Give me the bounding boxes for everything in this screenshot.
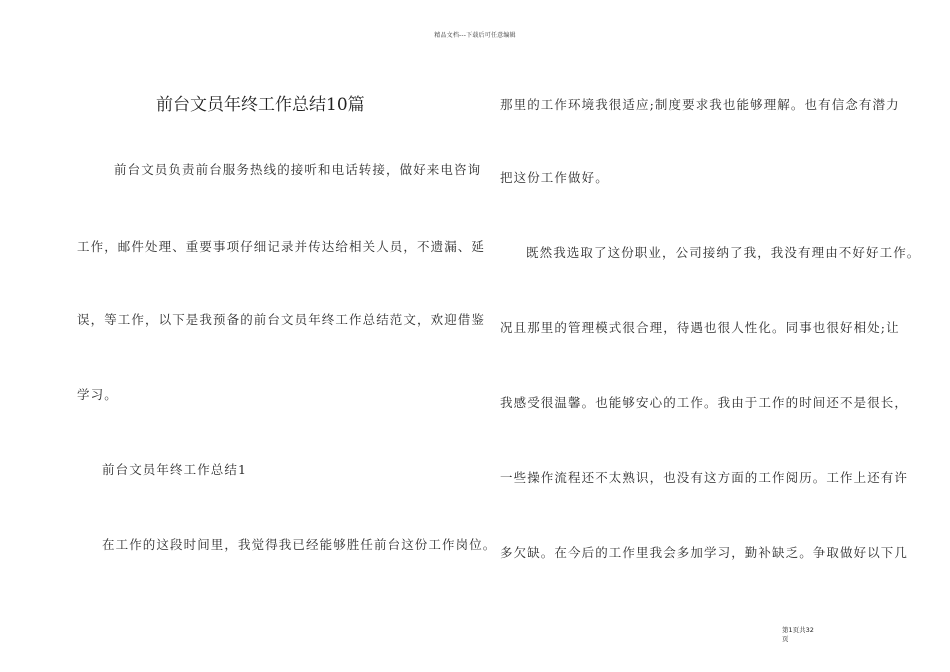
page-number-line-2: 页: [782, 635, 789, 643]
right-paragraph-line-2: 把这份工作做好。: [500, 170, 609, 185]
right-paragraph-line-7: 多欠缺。在今后的工作里我会多加学习，勤补缺乏。争取做好以下几: [500, 545, 909, 560]
right-paragraph-line-1: 那里的工作环境我很适应;制度要求我也能够理解。也有信念有潜力: [500, 97, 900, 112]
document-title: 前台文员年终工作总结10篇: [156, 95, 365, 115]
left-paragraph-line-4: 学习。: [77, 387, 118, 402]
left-paragraph-line-6: 在工作的这段时间里，我觉得我已经能够胜任前台这份工作岗位。: [102, 537, 497, 552]
right-paragraph-line-6: 一些操作流程还不太熟识，也没有这方面的工作阅历。工作上还有许: [500, 470, 909, 485]
right-paragraph-line-5: 我感受很温馨。也能够安心的工作。我由于工作的时间还不是很长，: [500, 395, 909, 410]
left-paragraph-line-2: 工作，邮件处理、重要事项仔细记录并传达给相关人员，不遗漏、延: [77, 239, 486, 254]
right-paragraph-line-3: 既然我选取了这份职业，公司接纳了我，我没有理由不好好工作。: [526, 245, 921, 260]
page-number-line-1: 第1页共32: [782, 626, 814, 634]
page-header-note: 精品文档---下载后可任意编辑: [434, 32, 516, 39]
section-heading-1: 前台文员年终工作总结1: [102, 462, 248, 477]
left-paragraph-line-3: 误，等工作，以下是我预备的前台文员年终工作总结范文，欢迎借鉴: [77, 312, 486, 327]
right-paragraph-line-4: 况且那里的管理模式很合理，待遇也很人性化。同事也很好相处;让: [500, 320, 900, 335]
left-paragraph-line-1: 前台文员负责前台服务热线的接听和电话转接，做好来电咨询: [114, 162, 482, 177]
page-number-footer: [782, 626, 814, 644]
